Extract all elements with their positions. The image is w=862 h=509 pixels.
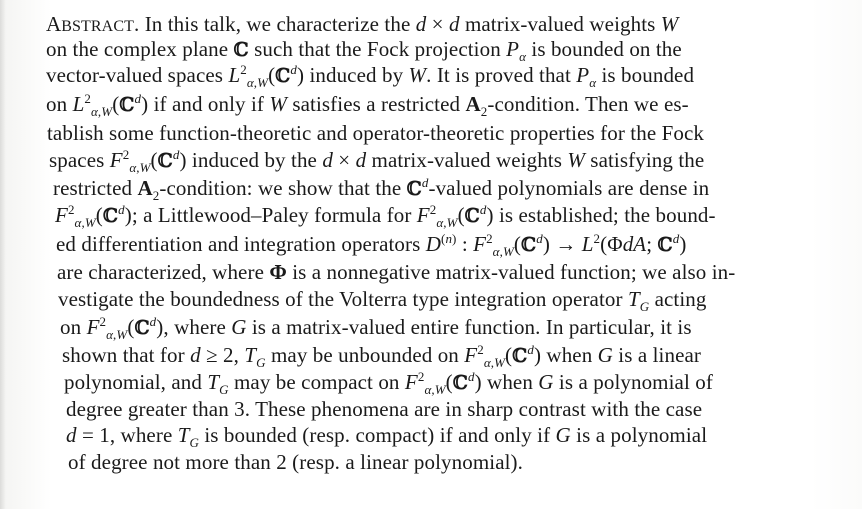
abstract-line-9: ed differentiation and integration operators $D^{(n)}$ : $F^2_{\alpha,W}(ℂ^d) \to L^2(\Phi dA$; ℂ$^d$) [56,231,687,260]
abstract-line-10: are characterized, where Φ is a nonnegative matrix-valued function; we also in- [57,260,736,284]
abstract-line-15: degree greater than 3. These phenomena are in sharp contrast with the case [66,397,703,421]
abstract-line-14: polynomial, and $T_G$ may be compact on $F^2_{\alpha,W}(ℂ^d)$ when G is a polynomial of [64,369,713,398]
abstract-heading-rest: BSTRACT [61,18,134,35]
abstract-line-16: d = 1, where $T_G$ is bounded (resp. compact) if and only if G is a polynomial [66,423,708,451]
abstract-heading-period: . [133,12,140,36]
abstract-line-3: vector-valued spaces $L^2_{\alpha,W}(ℂ^d)$ induced by W. It is proved that $P_\alpha$ is bounded [46,62,695,91]
abstract-line-12: on $F^2_{\alpha,W}(ℂ^d)$, where G is a matrix-valued entire function. In particular, it is [60,314,692,343]
abstract-line-5: tablish some function-theoretic and operator-theoretic properties for the Fock [47,121,704,145]
abstract-line-13: shown that for d ≥ 2, $T_G$ may be unbounded on $F^2_{\alpha,W}(ℂ^d)$ when G is a linear [62,342,702,371]
abstract-line-17: of degree not more than 2 (resp. a linear polynomial). [68,450,523,474]
abstract-line-11: vestigate the boundedness of the Volterra type integration operator $T_G$ acting [58,287,707,315]
abstract-line-6: spaces $F^2_{\alpha,W}(ℂ^d)$ induced by the d × d matrix-valued weights W satisfying the [49,147,705,176]
abstract-line-7: restricted $A_2$-condition: we show that the ℂ$^d$-valued polynomials are dense in [53,175,710,204]
abstract-line-4: on $L^2_{\alpha,W}(ℂ^d)$ if and only if W satisfies a restricted $A_2$-condition. Then we es- [46,91,689,120]
abstract-line-8: $F^2_{\alpha,W}(ℂ^d)$; a Littlewood–Paley formula for $F^2_{\alpha,W}(ℂ^d)$ is established; the bound- [55,202,716,231]
abstract-line-1: ABSTRACT. In this talk, we characterize the d × d matrix-valued weights W [46,12,679,36]
abstract-heading-initial: A [46,12,62,36]
abstract-line-2: on the complex plane ℂ such that the Fock projection $P_\alpha$ is bounded on the [46,37,682,65]
page-edge-shadow [0,0,6,509]
